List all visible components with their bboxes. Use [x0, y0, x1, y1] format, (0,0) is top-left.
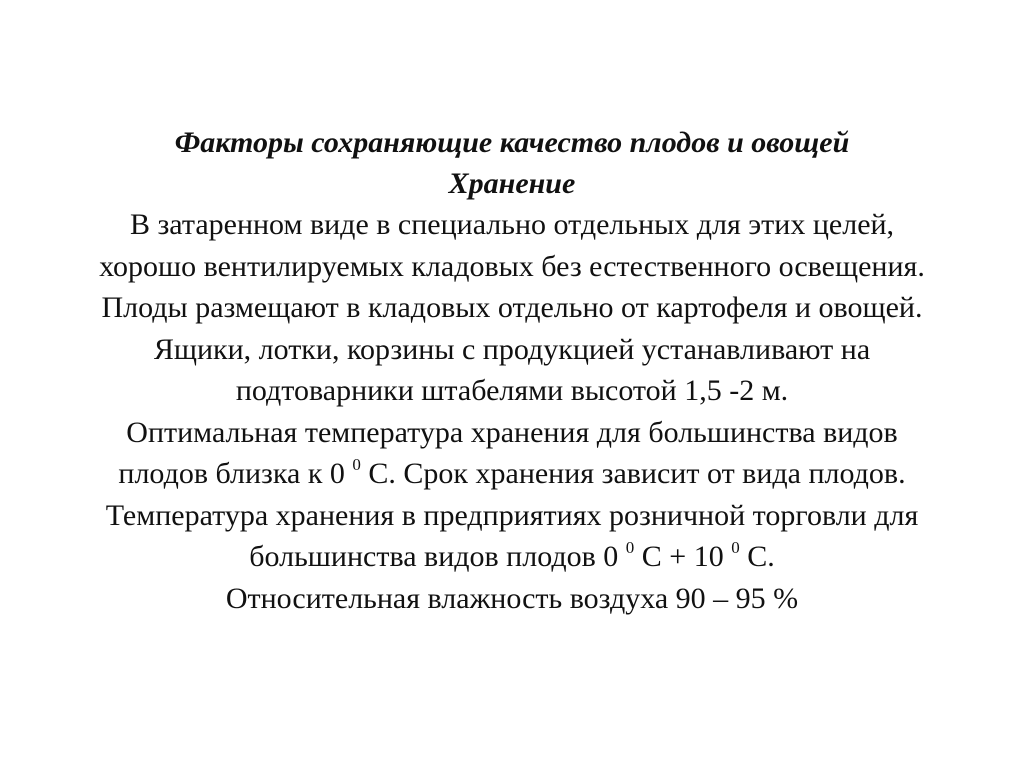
body-line-7-text-b: С. Срок хранения зависит от вида плодов. [360, 457, 906, 490]
body-line-9-text-a: большинства видов плодов 0 [249, 540, 626, 573]
slide-title: Факторы сохраняющие качество плодов и овощей [174, 126, 850, 159]
body-line-7 [20, 453, 1004, 495]
degree-superscript: 0 [625, 538, 635, 557]
body-line-1: В затаренном виде в специально отдельных для этих целей, [129, 208, 895, 241]
body-line-9 [20, 536, 1004, 578]
slide-content [20, 122, 1004, 619]
body-line-4: Ящики, лотки, корзины с продукцией устанавливают на [153, 332, 871, 366]
body-line-2: хорошо вентилируемых кладовых без естественного освещения. [99, 249, 925, 283]
degree-superscript: 0 [731, 538, 740, 557]
body-line-9-text-c: С. [739, 540, 775, 573]
body-line-3: Плоды размещают в кладовых отдельно от картофеля и овощей. [101, 291, 923, 324]
body-line-10: Относительная влажность воздуха 90 – 95 % [225, 581, 799, 615]
degree-superscript: 0 [352, 455, 361, 474]
body-line-6: Оптимальная температура хранения для большинства видов [126, 415, 898, 449]
body-line-5: подтоварники штабелями высотой 1,5 -2 м. [235, 374, 789, 407]
slide-subtitle: Хранение [448, 167, 576, 200]
body-line-9-text-b: С + 10 [634, 540, 732, 573]
body-line-8: Температура хранения в предприятиях розничной торговли для [105, 498, 919, 532]
body-line-7-text-a: плодов близка к 0 [118, 457, 353, 490]
